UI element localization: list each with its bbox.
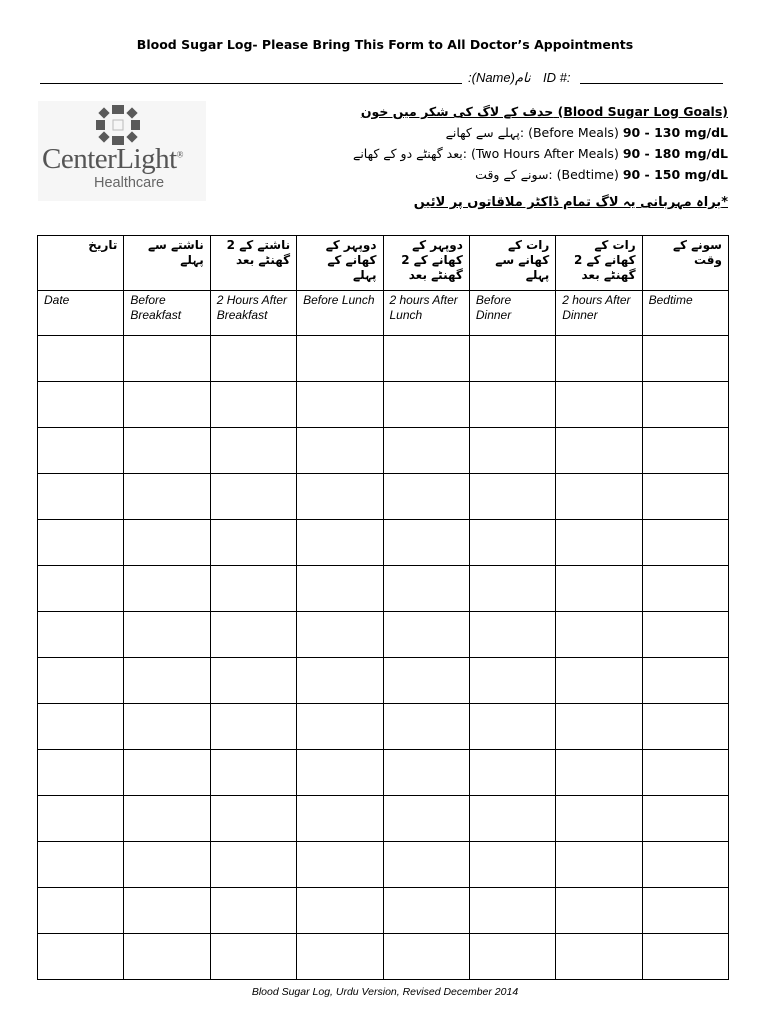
log-entry-cell[interactable] [38, 612, 124, 658]
log-entry-cell[interactable] [210, 796, 296, 842]
log-entry-cell[interactable] [469, 612, 555, 658]
log-entry-cell[interactable] [469, 566, 555, 612]
log-entry-cell[interactable] [38, 428, 124, 474]
goal-bedtime: سونے کے وقت: (Bedtime) 90 - 150 mg/dL [475, 167, 728, 182]
log-entry-cell[interactable] [297, 658, 383, 704]
log-entry-cell[interactable] [124, 888, 210, 934]
log-entry-cell[interactable] [210, 382, 296, 428]
logo-subtitle: Healthcare [94, 175, 165, 191]
header-urdu: ناشتے کے 2 گھنٹے بعد [210, 236, 296, 291]
log-entry-cell[interactable] [124, 566, 210, 612]
log-entry-cell[interactable] [642, 336, 728, 382]
log-entry-cell[interactable] [210, 474, 296, 520]
log-entry-cell[interactable] [124, 934, 210, 980]
log-entry-cell[interactable] [210, 658, 296, 704]
goals-block [353, 101, 728, 185]
log-entry-cell[interactable] [642, 474, 728, 520]
log-entry-cell[interactable] [210, 704, 296, 750]
log-entry-cell[interactable] [469, 428, 555, 474]
header-urdu: سونے کے وقت [642, 236, 728, 291]
header-urdu: رات کے کھانے سے پہلے [469, 236, 555, 291]
log-entry-cell[interactable] [469, 520, 555, 566]
table-row [38, 382, 729, 428]
log-entry-cell[interactable] [297, 888, 383, 934]
log-entry-cell[interactable] [124, 658, 210, 704]
log-entry-cell[interactable] [642, 842, 728, 888]
id-label: ID #: [543, 70, 571, 85]
log-entry-cell[interactable] [124, 428, 210, 474]
log-entry-cell[interactable] [642, 704, 728, 750]
log-entry-cell[interactable] [297, 750, 383, 796]
header-english: 2 hours After Dinner [556, 291, 642, 336]
header-urdu: رات کے کھانے کے 2 گھنٹے بعد [556, 236, 642, 291]
english-header-row [38, 291, 729, 336]
log-entry-cell[interactable] [469, 658, 555, 704]
header-english: Before Dinner [469, 291, 555, 336]
log-entry-cell[interactable] [469, 842, 555, 888]
log-entry-cell[interactable] [469, 704, 555, 750]
log-entry-cell[interactable] [469, 796, 555, 842]
bring-log-note: براہ مہربانی یہ لاگ تمام ڈاکٹر ملاقاتوں پر لائیں* [413, 195, 728, 210]
table-row [38, 566, 729, 612]
goal-before-meals: پہلے سے کھانے: (Before Meals) 90 - 130 mg/dL [445, 125, 728, 140]
log-entry-cell[interactable] [297, 796, 383, 842]
log-entry-cell[interactable] [210, 520, 296, 566]
table-row [38, 658, 729, 704]
log-entry-cell[interactable] [556, 934, 642, 980]
blood-sugar-log-table [37, 235, 729, 980]
log-entry-cell[interactable] [124, 704, 210, 750]
log-entry-cell[interactable] [124, 336, 210, 382]
log-entry-cell[interactable] [642, 566, 728, 612]
log-entry-cell[interactable] [556, 888, 642, 934]
log-entry-cell[interactable] [297, 934, 383, 980]
logo-mark-icon [96, 105, 140, 145]
goal-after-meals: بعد گھنٹے دو کے کھانے: (Two Hours After Meals) 90 - 180 mg/dL [353, 146, 728, 161]
log-entry-cell[interactable] [556, 520, 642, 566]
log-entry-cell[interactable] [124, 750, 210, 796]
log-entry-cell[interactable] [383, 566, 469, 612]
log-entry-cell[interactable] [469, 750, 555, 796]
log-entry-cell[interactable] [556, 612, 642, 658]
header-english: Bedtime [642, 291, 728, 336]
log-entry-cell[interactable] [297, 336, 383, 382]
log-entry-cell[interactable] [210, 428, 296, 474]
log-entry-cell[interactable] [210, 888, 296, 934]
log-entry-cell[interactable] [556, 336, 642, 382]
log-entry-cell[interactable] [124, 382, 210, 428]
log-entry-cell[interactable] [383, 934, 469, 980]
table-row [38, 888, 729, 934]
log-entry-cell[interactable] [297, 428, 383, 474]
log-entry-cell[interactable] [38, 750, 124, 796]
log-entry-cell[interactable] [642, 750, 728, 796]
footer-note: Blood Sugar Log, Urdu Version, Revised December 2014 [251, 986, 519, 998]
page-title: Blood Sugar Log- Please Bring This Form to All Doctor’s Appointments [136, 37, 634, 52]
log-entry-cell[interactable] [38, 520, 124, 566]
header-english: 2 hours After Lunch [383, 291, 469, 336]
header-urdu: دوپہر کے کھانے کے 2 گھنٹے بعد [383, 236, 469, 291]
log-entry-cell[interactable] [469, 888, 555, 934]
log-entry-cell[interactable] [383, 750, 469, 796]
header-urdu: ناشتے سے پہلے [124, 236, 210, 291]
header-urdu: دوپہر کے کھانے کے پہلے [297, 236, 383, 291]
table-row [38, 474, 729, 520]
log-entry-cell[interactable] [556, 566, 642, 612]
log-entry-cell[interactable] [383, 796, 469, 842]
log-entry-cell[interactable] [38, 888, 124, 934]
log-entry-cell[interactable] [38, 382, 124, 428]
log-entry-cell[interactable] [642, 428, 728, 474]
log-entry-cell[interactable] [297, 382, 383, 428]
log-entry-cell[interactable] [556, 474, 642, 520]
table-row [38, 704, 729, 750]
log-entry-cell[interactable] [210, 750, 296, 796]
header-english: Before Breakfast [124, 291, 210, 336]
log-entry-cell[interactable] [297, 612, 383, 658]
log-entry-cell[interactable] [297, 704, 383, 750]
log-entry-cell[interactable] [124, 612, 210, 658]
table-row [38, 428, 729, 474]
log-entry-cell[interactable] [383, 888, 469, 934]
log-entry-cell[interactable] [469, 934, 555, 980]
log-entry-cell[interactable] [297, 566, 383, 612]
log-entry-cell[interactable] [124, 796, 210, 842]
log-entry-cell[interactable] [556, 796, 642, 842]
log-entry-cell[interactable] [383, 704, 469, 750]
log-entry-cell[interactable] [642, 934, 728, 980]
log-entry-cell[interactable] [383, 474, 469, 520]
log-entry-cell[interactable] [38, 658, 124, 704]
log-entry-cell[interactable] [124, 474, 210, 520]
log-entry-cell[interactable] [383, 382, 469, 428]
log-entry-cell[interactable] [556, 704, 642, 750]
table-row [38, 842, 729, 888]
log-entry-cell[interactable] [556, 658, 642, 704]
log-entry-cell[interactable] [297, 474, 383, 520]
log-entry-cell[interactable] [38, 474, 124, 520]
header-english: Date [38, 291, 124, 336]
log-entry-cell[interactable] [124, 842, 210, 888]
table-row [38, 750, 729, 796]
header-urdu: تاریخ [38, 236, 124, 291]
table-row [38, 520, 729, 566]
table-row [38, 796, 729, 842]
log-entry-cell[interactable] [383, 842, 469, 888]
log-entry-cell[interactable] [210, 566, 296, 612]
log-entry-cell[interactable] [383, 658, 469, 704]
log-entry-cell[interactable] [210, 934, 296, 980]
log-entry-cell[interactable] [210, 612, 296, 658]
header-english: 2 Hours After Breakfast [210, 291, 296, 336]
log-entry-cell[interactable] [38, 704, 124, 750]
log-entry-cell[interactable] [642, 382, 728, 428]
log-entry-cell[interactable] [556, 842, 642, 888]
log-entry-cell[interactable] [642, 888, 728, 934]
log-entry-cell[interactable] [642, 520, 728, 566]
log-entry-cell[interactable] [469, 474, 555, 520]
log-entry-cell[interactable] [210, 336, 296, 382]
log-entry-cell[interactable] [383, 520, 469, 566]
table-row [38, 934, 729, 980]
table-row [38, 612, 729, 658]
log-entry-cell[interactable] [38, 336, 124, 382]
log-entry-cell[interactable] [38, 796, 124, 842]
log-entry-cell[interactable] [38, 566, 124, 612]
log-entries [38, 336, 729, 980]
log-entry-cell[interactable] [556, 382, 642, 428]
log-entry-cell[interactable] [642, 658, 728, 704]
log-entry-cell[interactable] [210, 842, 296, 888]
log-entry-cell[interactable] [38, 934, 124, 980]
id-field[interactable] [580, 83, 723, 84]
log-entry-cell[interactable] [556, 428, 642, 474]
log-entry-cell[interactable] [297, 842, 383, 888]
table-row [38, 336, 729, 382]
urdu-header-row [38, 236, 729, 291]
log-entry-cell[interactable] [383, 336, 469, 382]
log-entry-cell[interactable] [383, 612, 469, 658]
log-entry-cell[interactable] [642, 796, 728, 842]
goals-heading: حدف کے لاگ کی شکر میں خون (Blood Sugar Log Goals) [360, 104, 728, 119]
header-english: Before Lunch [297, 291, 383, 336]
log-entry-cell[interactable] [383, 428, 469, 474]
log-entry-cell[interactable] [556, 750, 642, 796]
log-entry-cell[interactable] [297, 520, 383, 566]
logo-brand: CenterLight® [42, 143, 183, 175]
log-entry-cell[interactable] [124, 520, 210, 566]
name-label: :(Name)نام [468, 70, 531, 85]
name-id-row [40, 67, 730, 87]
log-entry-cell[interactable] [642, 612, 728, 658]
centerlight-logo [38, 101, 206, 201]
log-entry-cell[interactable] [469, 336, 555, 382]
log-entry-cell[interactable] [469, 382, 555, 428]
name-field[interactable] [40, 83, 462, 84]
log-entry-cell[interactable] [38, 842, 124, 888]
